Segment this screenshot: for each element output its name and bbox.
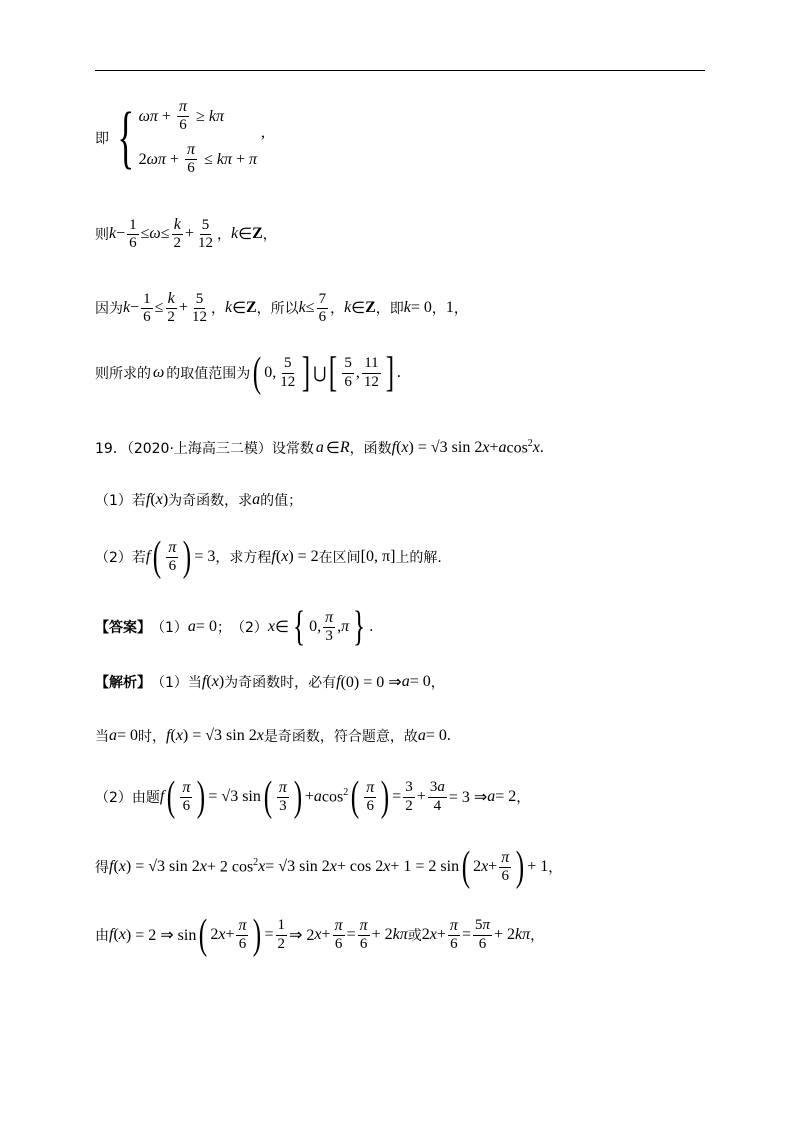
left-brace: { [117,98,135,176]
analysis-line-3: （2）由题 f ( $\frac{\pi}{6}$ ) = √3 sin ( $\frac{\pi}{3}$ ) + a $\cos^2$ ( $\frac{\pi}{6}$ ) = $\frac{3}{2}$ + $\frac{3a}{4}$ = 3 ⇒ a = 2 ， [95,774,531,820]
shi-label: 时， [138,729,167,745]
part-2: （2）若 f ( $\frac{\pi}{6}$ ) = 3 ，求方程 f ( x ) = 2 在区间 [0, π] 上的解. [95,534,442,580]
you-label: 由 [95,928,109,944]
part-1: （1）若 f ( x ) 为奇函数，求 a 的值； [95,491,303,509]
analysis-line-1: 【解析】 （1）当 f ( x ) 为奇函数时，必有 f (0) = 0 ⇒ a = 0 ， [95,673,445,691]
answer-label: 【答案】 [95,620,151,636]
analysis-line-2: 当 a = 0 时， f ( x ) = √3 sin 2 x 是奇函数，符合题意，故 a = 0. [95,727,451,745]
header-rule [95,70,705,71]
analysis-1: （1）当 [151,675,202,691]
answer-2: （2） [230,620,268,636]
zesuo-label: 则所求的 [95,366,151,382]
analysis-label: 【解析】 [95,675,151,691]
part-1-b: 为奇函数，求 [168,493,253,509]
analysis-line-4: 得 f ( x ) = √3 sin 2 x + 2 $\cos^2$ x = √3 sin 2 x + cos 2 x + 1 = 2 sin ( 2 x + $\frac{\pi}{6}$ ) + 1 ， [95,844,563,890]
range-result-line: 则所求的 ω 的取值范围为 ( 0, $\frac{5}{12}$ ] ⋃ [ $\frac{5}{6}$ , $\frac{11}{12}$ ] . [95,350,401,396]
system-rows [139,98,257,177]
system-row-1: ωπ + $\frac{\pi}{6}$ ≥ kπ [138,98,224,134]
omega-range-line: 则 k − $\frac{1}{6}$ ≤ ω ≤ $\frac{k}{2}$ + $\frac{5}{12}$ ， k ∈ Z ， [95,216,277,252]
part-2-b: ，求方程 [215,550,272,566]
ze-label: 则 [95,227,109,244]
suoyi-label: 所以 [270,301,299,318]
part-2-d: 上的解. [395,550,442,566]
quzhi-label: 的取值范围为 [166,366,251,382]
part-1-a: （1）若 [95,493,146,509]
system-line: 即 { ωπ + $\frac{\pi}{6}$ ≥ kπ 2ωπ + $\frac{\pi}{6}$ ≤ kπ + π , [95,98,266,177]
yinwei-label: 因为 [95,301,123,318]
because-line: 因为 k − $\frac{1}{6}$ ≤ $\frac{k}{2}$ + $\frac{5}{12}$ ， k ∈ Z ， 所以 k ≤ $\frac{7}{6}$ ， k ∈ Z ， 即 k = 0 ， 1 ， [95,290,468,326]
question-number: 19．（2020·上海高三二模）设常数 [95,441,314,457]
part-2-c: 在区间 [318,550,361,566]
de-label: 得 [95,860,109,876]
answer-1: （1） [151,620,188,636]
analysis-line-5: 由 f ( x ) = 2 ⇒ sin ( 2 x + $\frac{\pi}{6}$ ) = $\frac{1}{2}$ ⇒ 2 x + $\frac{\pi}{6}$ = $\frac{\pi}{6}$ + 2 kπ 或 2 x + $\frac{\pi}{6}$ = $\frac{5\pi}{6}$ + 2 kπ ， [95,912,545,958]
dang-label: 当 [95,729,109,745]
huo-label: 或 [407,928,422,944]
p2-youti: （2）由题 [95,790,160,806]
ji-label: 即 [95,130,109,147]
jik-label: 即 [389,301,404,318]
part-2-a: （2）若 [95,550,146,566]
part-1-c: 的值； [260,493,303,509]
jihan-label: 是奇函数，符合题意，故 [263,729,418,745]
answer-line: 【答案】 （1） a = 0 ； （2） x ∈ { 0, $\frac{\pi}{3}$ , π } . [95,604,374,650]
question-19: 19．（2020·上海高三二模）设常数 a ∈ R ，函数 f ( x ) = √3 sin 2 x + a $\cos^2$ x . [95,438,544,457]
question-fn-label: ，函数 [349,441,392,457]
analysis-2: 为奇函数时，必有 [224,675,337,691]
system-row-2: 2ωπ + $\frac{\pi}{6}$ ≤ kπ + π [138,140,258,177]
